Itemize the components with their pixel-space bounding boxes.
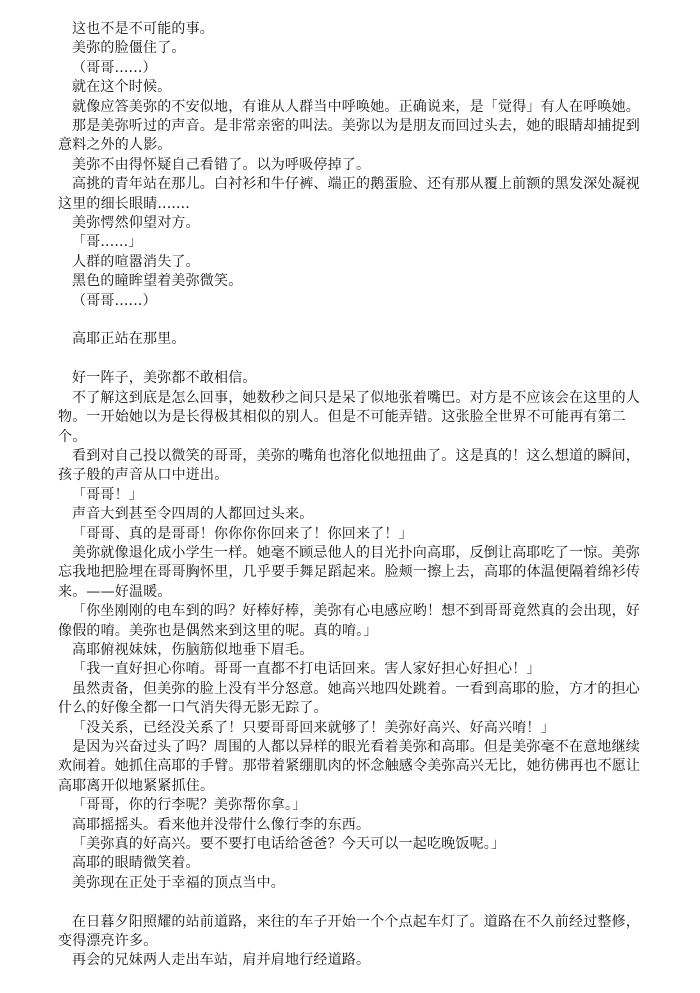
- paragraph: 就像应答美弥的不安似地，有谁从人群当中呼唤她。正确说来，是「觉得」有人在呼唤她。: [72, 98, 640, 115]
- blank-line: [58, 311, 648, 330]
- blank-line: [58, 350, 648, 369]
- blank-line: [58, 893, 648, 912]
- paragraph: 「你坐刚刚的电车到的吗？好棒好棒，美弥有心电感应哟！想不到哥哥竟然真的会出现，好像假的唷。美弥也是偶然来到这里的呢。真的唷。」: [58, 603, 640, 639]
- paragraph: 看到对自己投以微笑的哥哥，美弥的嘴角也溶化似地扭曲了。这是真的！这么想道的瞬间，孩子般的声音从口中迸出。: [58, 447, 640, 484]
- paragraph: 美弥现在正处于幸福的顶点当中。: [72, 874, 285, 891]
- paragraph: 是因为兴奋过头了吗？周围的人都以异样的眼光看着美弥和高耶。但是美弥毫不在意地继续欢闹着。她抓住高耶的手臂。那带着紧绷肌肉的怀念触感令美弥高兴无比，她彷佛再也不愿让高耶离开似地紧紧抓住。: [58, 739, 641, 794]
- paragraph: 美弥就像退化成小学生一样。她毫不顾忌他人的目光扑向高耶，反倒让高耶吃了一惊。美弥忘我地把脸埋在哥哥胸怀里，几乎要手舞足蹈起来。脸颊一擦上去，高耶的体温便隔着绵衫传来。——好温暖。: [58, 544, 641, 600]
- paragraph: 那是美弥听过的声音。是非常亲密的叫法。美弥以为是朋友而回过头去，她的眼睛却捕捉到意料之外的人影。: [58, 118, 640, 154]
- paragraph: 「没关系，已经没关系了！只要哥哥回来就够了！美弥好高兴、好高兴唷！」: [72, 719, 555, 736]
- paragraph: 「哥......」: [72, 234, 143, 251]
- paragraph: 高耶摇摇头。看来他并没带什么像行李的东西。: [72, 816, 371, 833]
- paragraph: 人群的喧嚣消失了。: [72, 253, 200, 270]
- paragraph: 这也不是不可能的事。: [72, 21, 214, 37]
- paragraph: 「哥哥、真的是哥哥！你你你你回来了！你回来了！」: [72, 525, 413, 542]
- paragraph: 高耶正站在那里。: [72, 331, 186, 348]
- paragraph: 「哥哥！」: [72, 486, 143, 503]
- paragraph: 在日暮夕阳照耀的站前道路，来往的车子开始一个个点起车灯了。道路在不久前经过整修，变得漂亮许多。: [58, 913, 640, 950]
- paragraph: 不了解这到底是怎么回事，她数秒之间只是呆了似地张着嘴巴。对方是不应该会在这里的人物。一开始她以为是长得极其相似的别人。但是不可能弄错。这张脸全世界不可能再有第二个。: [58, 389, 640, 445]
- paragraph: 高耶的眼睛微笑着。: [72, 855, 200, 872]
- paragraph: 高耶俯视妹妹，伤脑筋似地垂下眉毛。: [72, 641, 314, 658]
- paragraph: 「美弥真的好高兴。要不要打电话给爸爸？今天可以一起吃晚饭呢。」: [72, 836, 506, 853]
- paragraph: 美弥不由得怀疑自己看错了。以为呼吸停掉了。: [72, 156, 371, 173]
- paragraph: 声音大到甚至令四周的人都回过头来。: [72, 506, 314, 523]
- paragraph: 虽然责备，但美弥的脸上没有半分怒意。她高兴地四处跳着。一看到高耶的脸，方才的担心什么的好像全都一口气消失得无影无踪了。: [58, 680, 640, 717]
- paragraph: 「我一直好担心你唷。哥哥一直都不打电话回来。害人家好担心好担心！」: [72, 661, 541, 678]
- paragraph: 就在这个时候。: [72, 79, 172, 96]
- paragraph: （哥哥......）: [72, 292, 157, 309]
- paragraph: 再会的兄妹两人走出车站，肩并肩地行经道路。: [72, 952, 371, 969]
- paragraph: 高挑的青年站在那儿。白衬衫和牛仔裤、端正的鹅蛋脸、还有那从覆上前额的黑发深处凝视这里的细长眼睛.......: [58, 176, 640, 212]
- paragraph: 「哥哥，你的行李呢？美弥帮你拿。」: [72, 797, 307, 814]
- paragraph: 美弥愕然仰望对方。: [72, 215, 200, 232]
- paragraph: （哥哥......）: [72, 59, 157, 76]
- paragraph: 黑色的瞳眸望着美弥微笑。: [72, 273, 243, 290]
- paragraph: 美弥的脸僵住了。: [72, 40, 186, 57]
- novel-page: [58, 20, 648, 971]
- paragraph: 好一阵子，美弥都不敢相信。: [72, 370, 257, 387]
